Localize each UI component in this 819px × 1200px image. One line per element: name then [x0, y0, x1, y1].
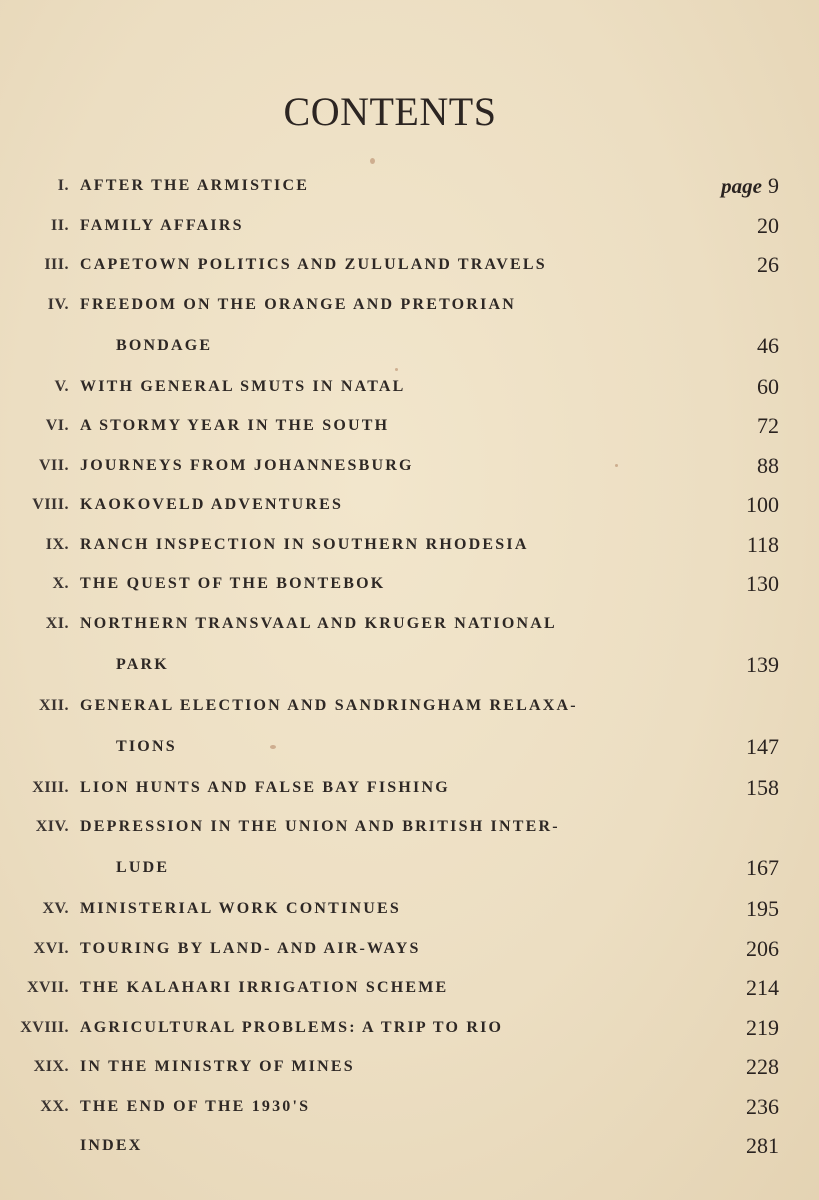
- toc-entry: [0, 770, 819, 810]
- page-number: [746, 775, 779, 801]
- page-number: [757, 374, 779, 400]
- toc-entry: [0, 448, 819, 488]
- toc-entry: [0, 527, 819, 567]
- chapter-number: VII.: [38, 456, 69, 474]
- chapter-number: XI.: [45, 614, 69, 632]
- chapter-title: LION HUNTS AND FALSE BAY FISHING: [80, 778, 450, 796]
- chapter-title: THE QUEST OF THE BONTEBOK: [80, 575, 386, 592]
- chapter-title: INDEX: [80, 1137, 143, 1154]
- page-value: 228: [746, 1054, 779, 1079]
- page-number: [746, 571, 779, 597]
- page-value: 9: [768, 173, 779, 198]
- chapter-number: XVI.: [33, 939, 69, 957]
- toc-entry: [0, 1089, 819, 1129]
- paper-speck: [615, 464, 618, 467]
- toc-entry-continuation: [0, 729, 819, 770]
- toc-entry: [0, 247, 819, 287]
- page-value: 118: [746, 531, 779, 557]
- page-number: [746, 1094, 779, 1120]
- page-value: 158: [746, 774, 779, 800]
- page-label: page: [721, 174, 762, 198]
- page-number: [746, 975, 779, 1001]
- chapter-title: NORTHERN TRANSVAAL AND KRUGER NATIONAL: [80, 614, 557, 632]
- chapter-number: XIII.: [32, 778, 69, 796]
- page-number: [721, 173, 779, 199]
- page-number: [746, 896, 779, 922]
- chapter-number: XII.: [38, 696, 69, 714]
- page-number: [757, 453, 779, 479]
- chapter-title: BONDAGE: [116, 336, 213, 354]
- page-number: [746, 855, 779, 881]
- chapter-title: AFTER THE ARMISTICE: [80, 177, 310, 194]
- page-number: [746, 936, 779, 962]
- page-number: [757, 333, 779, 359]
- page-value: 46: [757, 332, 779, 358]
- chapter-number: VIII.: [32, 496, 69, 513]
- toc-entry: [0, 369, 819, 409]
- chapter-title: GENERAL ELECTION AND SANDRINGHAM RELAXA-: [80, 696, 578, 714]
- page-number: [746, 1133, 779, 1159]
- page-value: 206: [746, 935, 779, 961]
- page-value: 139: [746, 651, 779, 677]
- chapter-number: I.: [57, 177, 69, 194]
- chapter-title: TIONS: [116, 737, 177, 755]
- chapter-number: XIV.: [35, 818, 69, 835]
- toc-entry: [0, 1010, 819, 1050]
- chapter-title: FAMILY AFFAIRS: [80, 216, 244, 234]
- page-value: 88: [757, 452, 779, 478]
- page-value: 72: [757, 413, 779, 438]
- toc-entry: [0, 970, 819, 1010]
- paper-speck: [270, 745, 276, 749]
- paper-speck: [395, 368, 398, 371]
- chapter-title: AGRICULTURAL PROBLEMS: A TRIP TO RIO: [80, 1018, 504, 1036]
- page-value: 60: [757, 373, 779, 399]
- chapter-number: XX.: [40, 1097, 69, 1115]
- toc-entry-continuation: [0, 647, 819, 688]
- chapter-title: THE END OF THE 1930'S: [80, 1097, 311, 1115]
- toc-entry: [0, 408, 819, 448]
- page-value: 130: [746, 571, 779, 596]
- chapter-number: X.: [52, 575, 69, 592]
- page-number: [746, 1054, 779, 1080]
- chapter-title: A STORMY YEAR IN THE SOUTH: [80, 417, 390, 434]
- page-number: [757, 213, 779, 239]
- page-number: [757, 252, 779, 278]
- page-number: [757, 413, 779, 439]
- chapter-number: XIX.: [33, 1058, 69, 1075]
- chapter-title: THE KALAHARI IRRIGATION SCHEME: [80, 979, 449, 996]
- chapter-title: CAPETOWN POLITICS AND ZULULAND TRAVELS: [80, 256, 547, 273]
- toc-entry-continuation: [0, 850, 819, 891]
- chapter-number: II.: [51, 216, 69, 234]
- page-value: 20: [757, 212, 779, 238]
- page-number: [746, 492, 779, 518]
- table-of-contents: [0, 168, 819, 1168]
- toc-entry: [0, 487, 819, 527]
- page-title: CONTENTS: [283, 89, 497, 134]
- toc-entry: [0, 931, 819, 971]
- chapter-title: RANCH INSPECTION IN SOUTHERN RHODESIA: [80, 535, 529, 553]
- chapter-title: JOURNEYS FROM JOHANNESBURG: [80, 456, 414, 474]
- page-value: 147: [746, 733, 779, 759]
- chapter-title: MINISTERIAL WORK CONTINUES: [80, 900, 401, 917]
- page-value: 195: [746, 896, 779, 921]
- toc-entry: [0, 891, 819, 931]
- toc-entry: [0, 1128, 819, 1168]
- page-value: 100: [746, 492, 779, 517]
- page-value: 236: [746, 1093, 779, 1119]
- chapter-title: IN THE MINISTRY OF MINES: [80, 1058, 355, 1075]
- chapter-title: FREEDOM ON THE ORANGE AND PRETORIAN: [80, 295, 516, 313]
- chapter-title: TOURING BY LAND- AND AIR-WAYS: [80, 939, 421, 957]
- chapter-number: IX.: [45, 535, 69, 553]
- chapter-number: IV.: [47, 295, 69, 313]
- chapter-title: PARK: [116, 655, 169, 673]
- page-value: 214: [746, 975, 779, 1000]
- page-value: 167: [746, 855, 779, 880]
- page-number: [746, 652, 779, 678]
- chapter-title: KAOKOVELD ADVENTURES: [80, 496, 344, 513]
- page-value: 219: [746, 1014, 779, 1040]
- chapter-title: WITH GENERAL SMUTS IN NATAL: [80, 377, 406, 395]
- page-number: [747, 532, 779, 558]
- chapter-number: VI.: [45, 417, 69, 434]
- toc-entry-continuation: [0, 328, 819, 369]
- chapter-title: DEPRESSION IN THE UNION AND BRITISH INTER-: [80, 818, 560, 835]
- toc-entry: [0, 287, 819, 328]
- toc-entry: [0, 168, 819, 208]
- chapter-number: III.: [44, 256, 69, 273]
- page-number: [746, 1015, 779, 1041]
- chapter-number: XV.: [42, 900, 69, 917]
- toc-entry: [0, 1049, 819, 1089]
- toc-entry: [0, 208, 819, 248]
- toc-entry: [0, 688, 819, 729]
- chapter-number: V.: [54, 377, 69, 395]
- chapter-title: LUDE: [116, 859, 170, 876]
- chapter-number: XVII.: [26, 979, 69, 996]
- page-value: 26: [757, 252, 779, 277]
- toc-entry: [0, 606, 819, 647]
- chapter-number: XVIII.: [20, 1018, 69, 1036]
- toc-entry: [0, 809, 819, 850]
- toc-entry: [0, 566, 819, 606]
- page-value: 281: [746, 1133, 779, 1158]
- page-number: [746, 734, 779, 760]
- paper-speck: [370, 158, 375, 164]
